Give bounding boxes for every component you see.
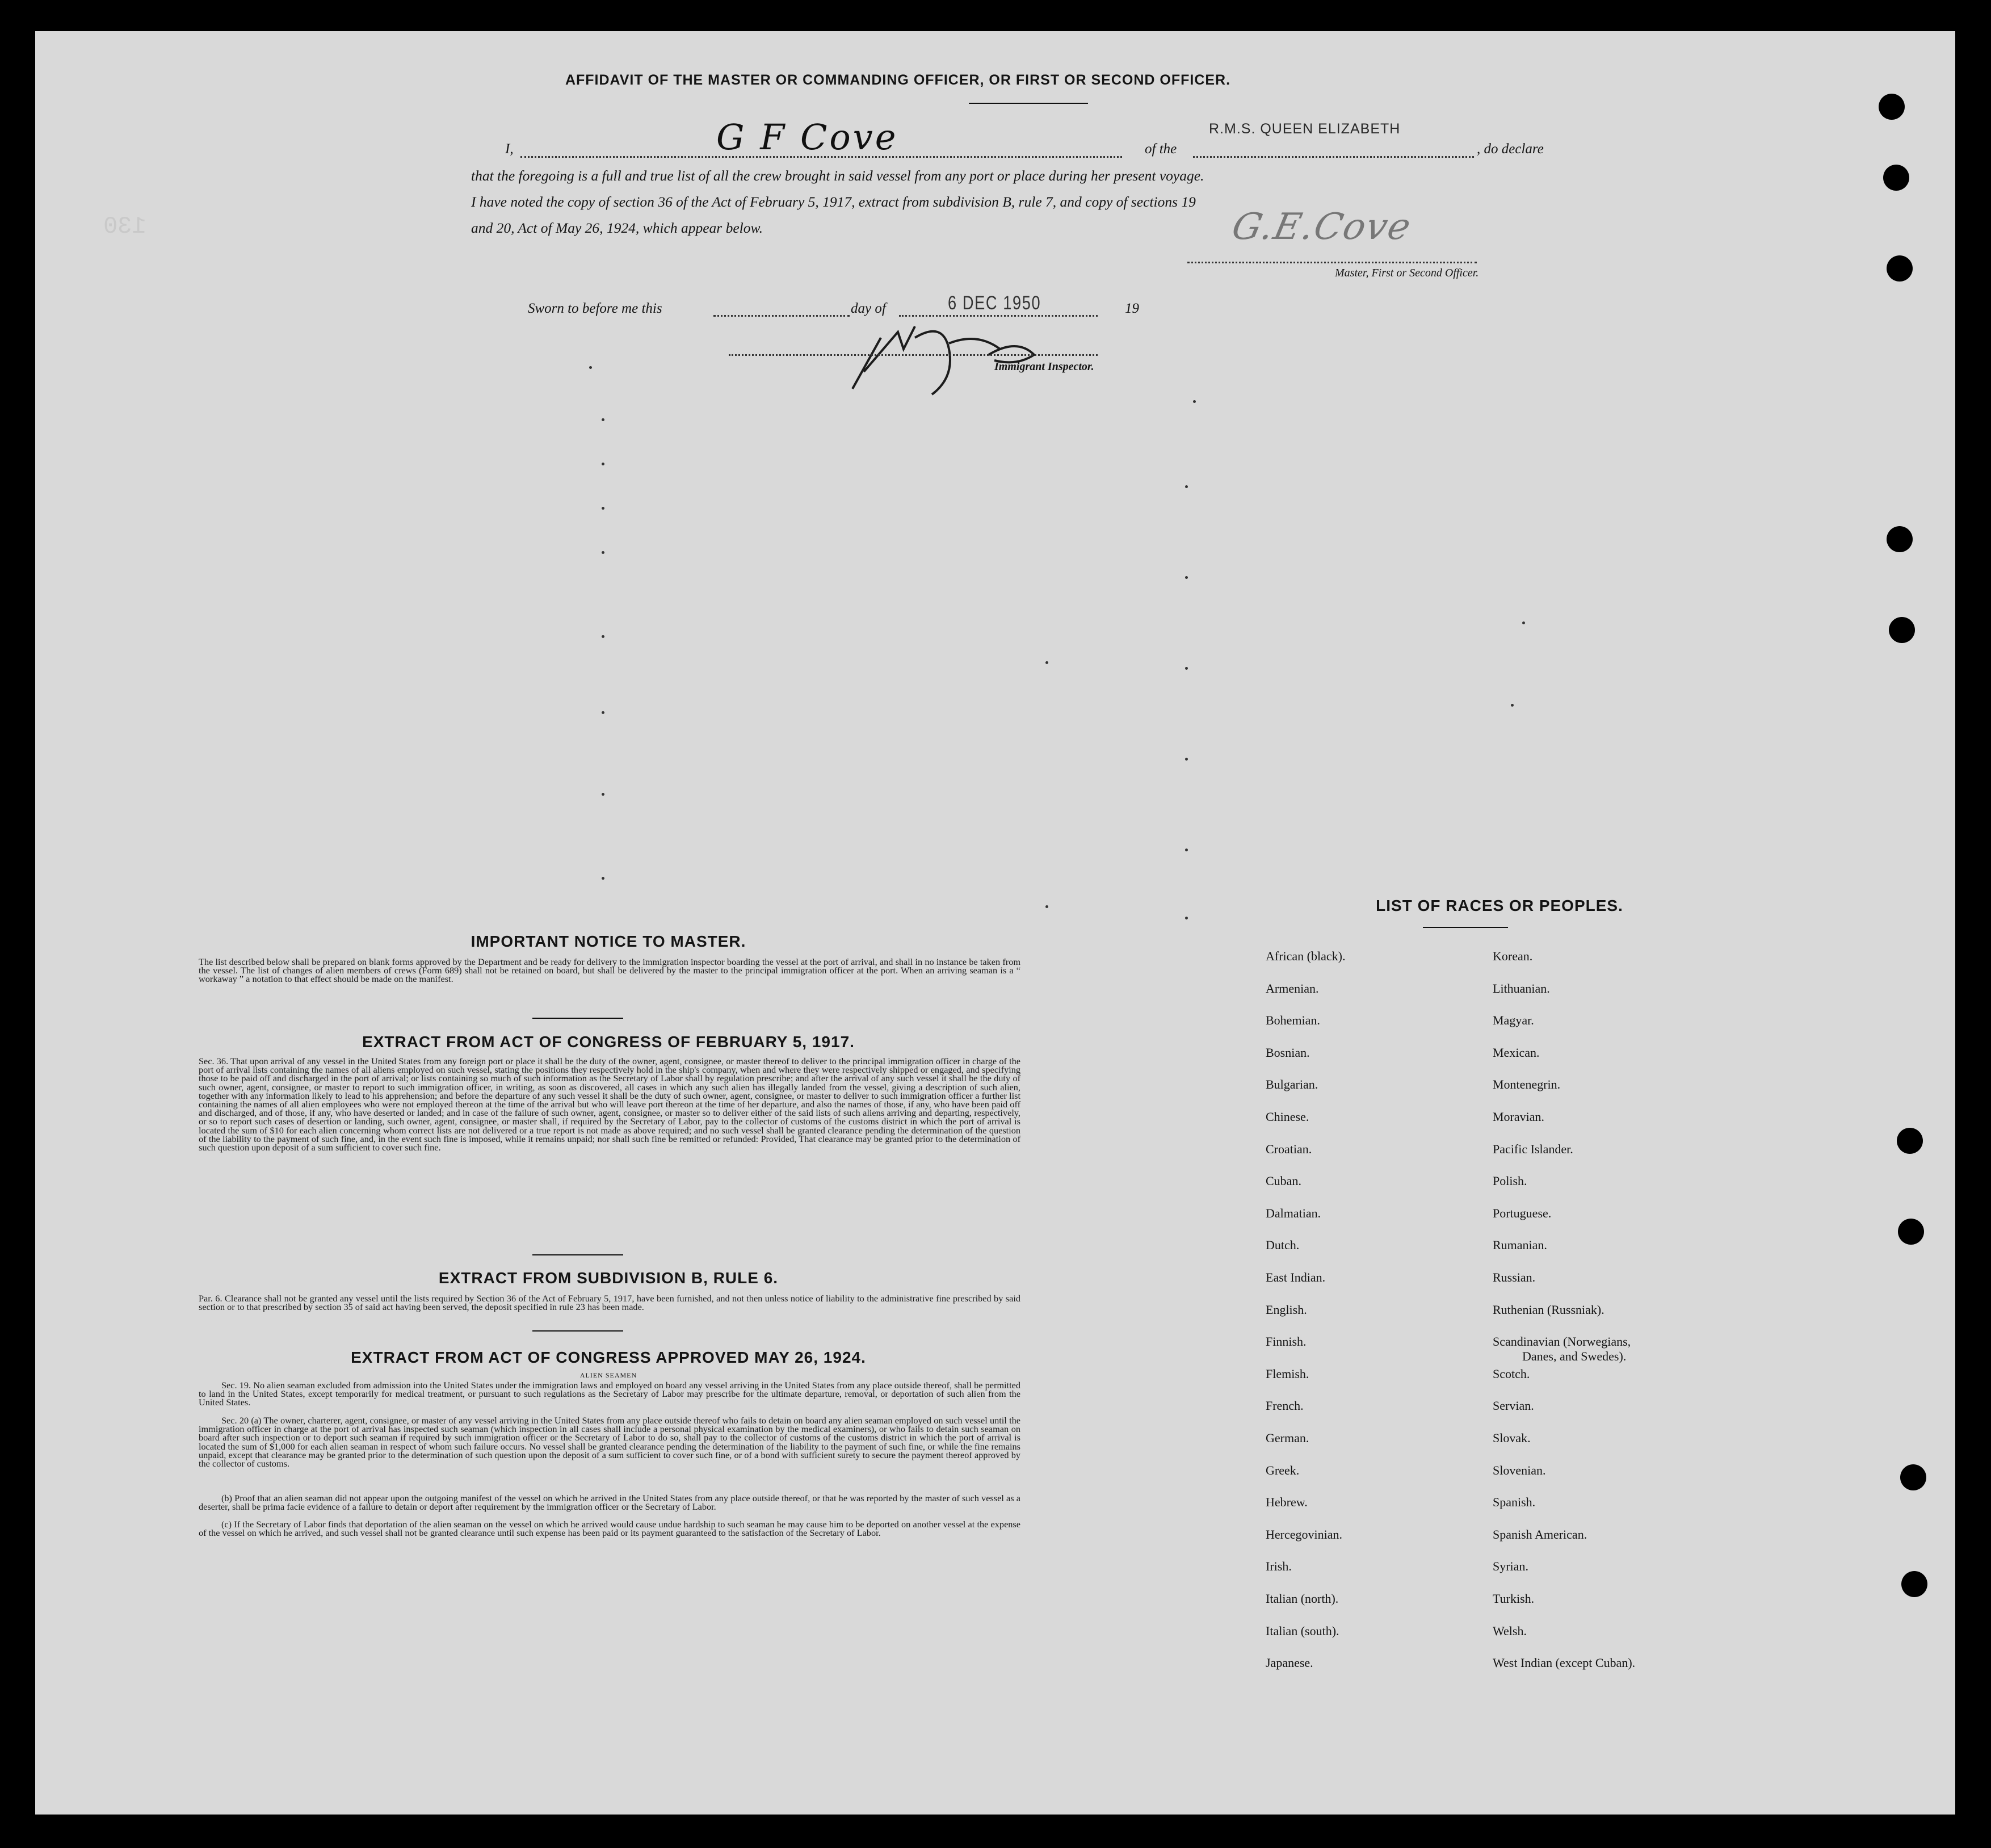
race-item: Bosnian. (1266, 1045, 1310, 1060)
punch-hole (1887, 255, 1913, 282)
race-item: Japanese. (1266, 1656, 1313, 1670)
extract-1917-title: EXTRACT FROM ACT OF CONGRESS OF FEBRUARY 5, 1917. (362, 1033, 855, 1051)
extract-1924-subtitle: ALIEN SEAMEN (579, 1371, 637, 1379)
race-item: Slovak. (1493, 1431, 1531, 1445)
race-item: Scandinavian (Norwegians, (1493, 1334, 1631, 1349)
guide-dot (1185, 849, 1188, 851)
punch-hole (1889, 617, 1915, 643)
race-item: Syrian. (1493, 1559, 1528, 1573)
race-item: East Indian. (1266, 1270, 1326, 1284)
race-item: Spanish. (1493, 1495, 1536, 1509)
race-item: Hebrew. (1266, 1495, 1308, 1509)
guide-dot (602, 418, 604, 421)
divider (532, 1018, 623, 1019)
inspector-line (729, 354, 1098, 356)
race-item: Croatian. (1266, 1142, 1312, 1156)
race-item: French. (1266, 1398, 1304, 1413)
vessel-blank (1193, 156, 1474, 158)
guide-dot (602, 711, 604, 714)
punch-hole (1887, 526, 1913, 552)
race-item: Hercegovinian. (1266, 1527, 1342, 1542)
race-scandinavian-cont: Danes, and Swedes). (1522, 1349, 1627, 1363)
race-item: Korean. (1493, 949, 1533, 963)
race-item: Scotch. (1493, 1367, 1530, 1381)
extract-1917-text: Sec. 36. That upon arrival of any vessel in the United States from any foreign port or place it shall be the duty of the owner, agent, consignee, or master thereof to deliver to the principal immigration officer in charge of the port of arrival lists containing the names of all aliens employed on such vessel, stating the positions they respectively hold in the ship's company, when and where they were respectively shipped or engaged, and specifying those to be paid off and discharged in the port of arrival; or lists containing so much of such information as the Secretary of Labor shall by regulation prescribe; and after the arrival of any such vessel it shall be the duty of such owner, agent, consignee, or master to report to such immigration officer, in writing, as soon as discovered, all cases in which any such alien has illegally landed from the vessel, giving a description of such alien, together with any information likely to lead to his apprehension; and before the departure of any such vessel it shall be the duty of such owner, agent, consignee, or master to deliver to such immigration officer a further list containing the names of all alien employees who were not employed thereon at the time of the arrival but who will leave port thereon at the time of her departure, and also the names of those, if any, who have been paid off and discharged, and of those, if any, who have deserted or landed; and in case of the failure of such owner, agent, consignee, or master so to deliver either of the said lists of such aliens arriving and departing, respectively, or so to report such cases of desertion or landing, such owner, agent, consignee, or master shall, if required by the Secretary of Labor, pay to the collector of customs of the customs district in which the port of arrival is located the sum of $10 for each alien concerning whom correct lists are not delivered or a true report is not made as above required; and no such vessel shall be granted clearance pending the determination of the question of the liability to the payment of such fine, and, in the event such fine is imposed, while it remains unpaid; nor shall such fine be remitted or refunded: Provided, That clearance may be granted prior to the determination of such question upon deposit of a sum sufficient to cover such fine. (199, 1056, 1020, 1153)
guide-dot (1185, 758, 1188, 761)
divider (532, 1330, 623, 1332)
races-divider (1423, 927, 1508, 928)
race-item: Portuguese. (1493, 1206, 1552, 1220)
punch-hole (1901, 1571, 1927, 1597)
race-item: English. (1266, 1303, 1307, 1317)
vessel-name-stamp: R.M.S. QUEEN ELIZABETH (1209, 121, 1401, 137)
races-title: LIST OF RACES OR PEOPLES. (1376, 897, 1623, 914)
race-item: Italian (north). (1266, 1591, 1339, 1606)
extract-1924-sec19: Sec. 19. No alien seaman excluded from admission into the United States under the immigration laws and employed on board any vessel arriving in the United States from any place outside thereof, shall be permitted to land in the United States, except temporarily for medical treatment, or pursuant to such regulations as the Secretary of Labor may prescribe for the ultimate departure, removal, or deportation of such alien from the United States. (199, 1380, 1020, 1408)
guide-dot (602, 551, 604, 554)
race-item: Welsh. (1493, 1624, 1527, 1638)
race-item: Turkish. (1493, 1591, 1535, 1606)
race-item: Rumanian. (1493, 1238, 1547, 1252)
guide-dot (1185, 576, 1188, 579)
guide-dot (602, 635, 604, 638)
extract-1924-sec20c: (c) If the Secretary of Labor finds that deportation of the alien seaman on the vessel on which he arrived would cause undue hardship to such seaman he may cause him to be deported on another vessel at the expense of the vessel on which he arrived, and such vessel shall not be granted clearance until such expense has been paid or its payment guaranteed to the satisfaction of the Secretary of Labor. (199, 1519, 1020, 1539)
important-notice-text: The list described below shall be prepared on blank forms approved by the Department and be ready for delivery to the immigration inspector boarding the vessel at the port of arrival, and shall in no instance be taken from the vessel. The list of changes of alien members of crews (Form 689) shall not be retained on board, but shall be delivered by the master to the principal immigration officer at the port. When an arriving seaman is a “ workaway ” a notation to that effect should be made on the manifest. (199, 956, 1020, 985)
guide-dot (602, 507, 604, 510)
race-item: Bohemian. (1266, 1013, 1320, 1027)
affidavit-line-3: I have noted the copy of section 36 of the Act of February 5, 1917, extract from subdivision B, rule 7, and copy of sections 19 (471, 194, 1196, 210)
race-item: Armenian. (1266, 981, 1319, 996)
race-item: Servian. (1493, 1398, 1534, 1413)
race-item: Mexican. (1493, 1045, 1540, 1060)
guide-dot (602, 463, 604, 465)
race-item: German. (1266, 1431, 1309, 1445)
signature-caption: Master, First or Second Officer. (1335, 267, 1479, 279)
race-item: Cuban. (1266, 1174, 1301, 1188)
guide-dot (1185, 667, 1188, 670)
extract-rule6-text: Par. 6. Clearance shall not be granted any vessel until the lists required by Section 36 of the Act of February 5, 1917, have been furnished, and not then unless notice of liability to the administrative fine prescribed by said section or to that prescribed by section 35 of said act having been served, the deposit specified in rule 23 has been made. (199, 1293, 1020, 1313)
title-underline (969, 103, 1088, 104)
year-prefix: 19 (1125, 301, 1139, 316)
extract-1924-title: EXTRACT FROM ACT OF CONGRESS APPROVED MAY 26, 1924. (351, 1349, 866, 1366)
guide-dot (1185, 917, 1188, 919)
guide-dot (602, 877, 604, 880)
race-item: Chinese. (1266, 1110, 1309, 1124)
guide-dot (1522, 621, 1525, 624)
extract-1924-sec20a: Sec. 20 (a) The owner, charterer, agent, consignee, or master of any vessel arriving in the United States from any place outside thereof who fails to detain on board any alien seaman employed on such vessel until the immigration officer in charge at the port of arrival has inspected such seaman (which inspection in all cases shall include a personal physical examination by the medical examiners), or who fails to detain such seaman on board after such inspection or to deport such seaman if required by such immigration officer or the Secretary of Labor to do so, shall pay to the collector of customs of the customs district in which the port of arrival is located the sum of $1,000 for each alien seaman in respect of whom such failure occurs. No vessel shall be granted clearance pending the determination of the liability to the payment of such fine, or while the fine remains unpaid, except that clearance may be granted prior to the determination of such question upon the deposit of a sum sufficient to cover such fine, or of a bond with sufficient surety to secure the payment thereof approved by the collector of customs. (199, 1415, 1020, 1469)
sworn-label: Sworn to before me this (528, 301, 662, 316)
race-item: Greek. (1266, 1463, 1300, 1477)
guide-dot (1045, 905, 1048, 908)
race-item: Russian. (1493, 1270, 1536, 1284)
signature-line (1187, 262, 1477, 263)
race-item: Italian (south). (1266, 1624, 1339, 1638)
important-notice-title: IMPORTANT NOTICE TO MASTER. (471, 933, 746, 950)
race-item: Dalmatian. (1266, 1206, 1321, 1220)
race-item: Polish. (1493, 1174, 1527, 1188)
of-the-label: of the (1145, 141, 1177, 157)
race-item: Montenegrin. (1493, 1077, 1561, 1091)
punch-hole (1900, 1464, 1926, 1490)
race-item: Ruthenian (Russniak). (1493, 1303, 1604, 1317)
punch-hole (1897, 1128, 1923, 1154)
race-item: Pacific Islander. (1493, 1142, 1573, 1156)
margin-number: 130 (103, 213, 146, 240)
affidavit-line-2: that the foregoing is a full and true list of all the crew brought in said vessel from any port or place during her present voyage. (471, 167, 1204, 184)
race-item: Irish. (1266, 1559, 1292, 1573)
race-item: African (black). (1266, 949, 1346, 963)
punch-hole (1883, 165, 1909, 191)
i-label: I, (505, 141, 514, 157)
day-of-label: day of (851, 301, 886, 316)
date-stamp: 6 DEC 1950 (948, 292, 1041, 314)
race-item: Finnish. (1266, 1334, 1307, 1349)
race-item: West Indian (except Cuban). (1493, 1656, 1636, 1670)
race-item: Lithuanian. (1493, 981, 1550, 996)
guide-dot (589, 366, 592, 369)
punch-hole (1879, 94, 1905, 120)
divider (532, 1254, 623, 1255)
master-signature: G.E.Cove (1228, 206, 1415, 248)
extract-rule6-title: EXTRACT FROM SUBDIVISION B, RULE 6. (438, 1269, 779, 1287)
do-declare-label: , do declare (1477, 141, 1544, 157)
extract-1924-sec20b: (b) Proof that an alien seaman did not appear upon the outgoing manifest of the vessel on which he arrived in the United States from any place outside thereof, or that he was reported by the master of such vessel as a deserter, shall be prima facie evidence of a failure to detain or deport after requirement by the immigration officer or the Secretary of Labor. (199, 1493, 1020, 1513)
race-item: Bulgarian. (1266, 1077, 1318, 1091)
punch-hole (1898, 1219, 1924, 1245)
sworn-day-blank (713, 315, 850, 317)
guide-dot (1511, 704, 1514, 707)
race-item: Moravian. (1493, 1110, 1545, 1124)
declarant-name-handwritten: G F Cove (716, 116, 898, 158)
race-item: Magyar. (1493, 1013, 1534, 1027)
guide-dot (1185, 485, 1188, 488)
race-item: Spanish American. (1493, 1527, 1587, 1542)
affidavit-line-4: and 20, Act of May 26, 1924, which appear below. (471, 220, 763, 236)
guide-dot (1193, 400, 1196, 403)
race-item: Flemish. (1266, 1367, 1309, 1381)
inspector-signature (830, 315, 1068, 400)
inspector-caption: Immigrant Inspector. (994, 360, 1094, 373)
affidavit-title: AFFIDAVIT OF THE MASTER OR COMMANDING OFFICER, OR FIRST OR SECOND OFFICER. (565, 72, 1231, 88)
guide-dot (1045, 661, 1048, 664)
guide-dot (602, 793, 604, 796)
race-item: Dutch. (1266, 1238, 1300, 1252)
document-page (35, 31, 1955, 1815)
race-item: Slovenian. (1493, 1463, 1546, 1477)
